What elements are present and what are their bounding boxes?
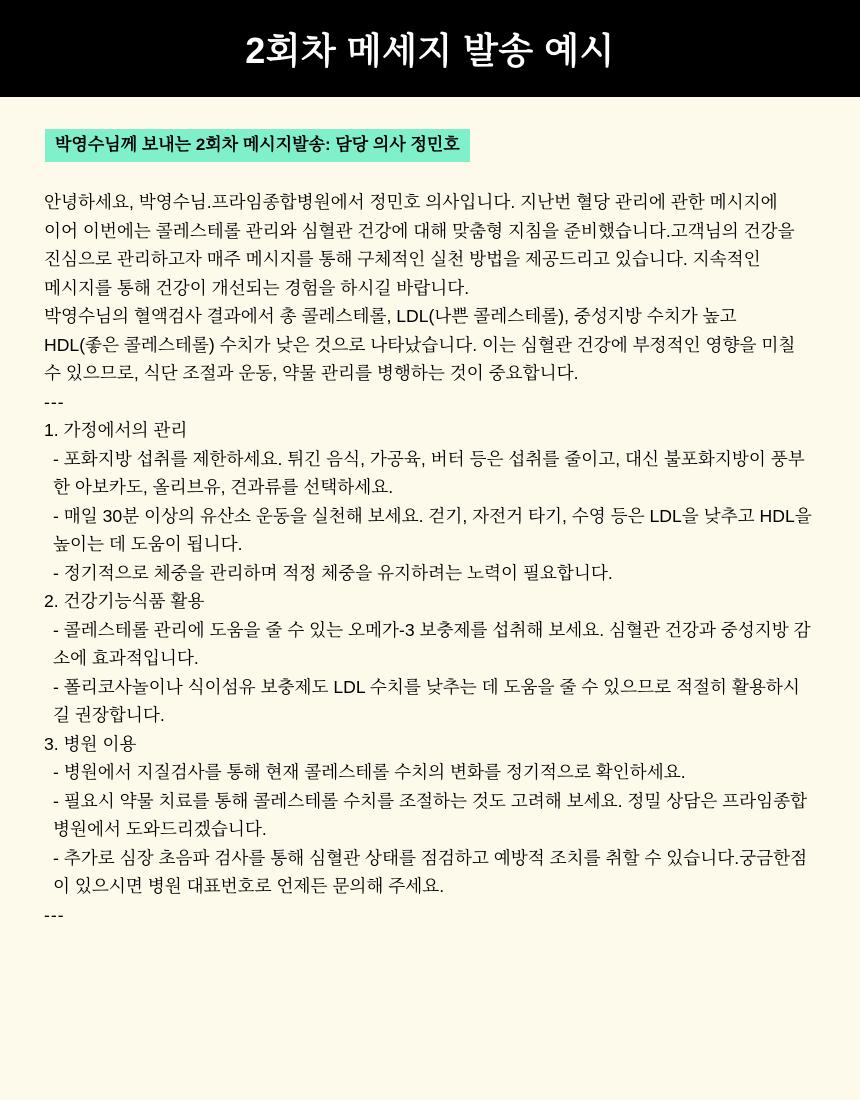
section-2-item-2: - 폴리코사놀이나 식이섬유 보충제도 LDL 수치를 낮추는 데 도움을 줄 수 있으므로 적절히 활용하시길 권장합니다. — [53, 676, 800, 726]
section-2-item-1: - 콜레스테롤 관리에 도움을 줄 수 있는 오메가-3 보충제를 섭취해 보세요. 심혈관 건강과 중성지방 감소에 효과적입니다. — [53, 619, 811, 669]
message-body — [0, 162, 860, 929]
divider-bottom: --- — [44, 904, 65, 925]
header-banner — [0, 0, 860, 97]
section-3-item-1: - 병원에서 지질검사를 통해 현재 콜레스테롤 수치의 변화를 정기적으로 확인하세요. — [53, 762, 686, 783]
section-3-heading: 3. 병원 이용 — [44, 733, 137, 754]
section-1-item-2: - 매일 30분 이상의 유산소 운동을 실천해 보세요. 걷기, 자전거 타기, 수영 등은 LDL을 낮추고 HDL을 높이는 데 도움이 됩니다. — [53, 505, 812, 555]
section-3-item-3: - 추가로 심장 초음파 검사를 통해 심혈관 상태를 점검하고 예방적 조치를 취할 수 있습니다.궁금한점이 있으시면 병원 대표번호로 언제든 문의해 주세요. — [53, 847, 808, 897]
section-2-heading: 2. 건강기능식품 활용 — [44, 591, 205, 612]
divider-top: --- — [44, 391, 65, 412]
intro-paragraph: 안녕하세요, 박영수님.프라임종합병원에서 정민호 의사입니다. 지난번 혈당 관리에 관한 메시지에 이어 이번에는 콜레스테롤 관리와 심혈관 건강에 대해 맞춤형 지침을 준비했습니다.고객님의 건강을 진심으로 관리하고자 매주 메시지를 통해 구체적인 실천 방법을 제공드리고 있습니다. 지속적인 메시지를 통해 건강이 개선되는 경험을 하시길 바랍니다. — [44, 192, 795, 298]
subtitle-container — [0, 97, 860, 162]
section-3-item-2: - 필요시 약물 치료를 통해 콜레스테롤 수치를 조절하는 것도 고려해 보세요. 정밀 상담은 프라임종합병원에서 도와드리겠습니다. — [53, 790, 808, 840]
section-1-heading: 1. 가정에서의 관리 — [44, 420, 188, 441]
page-title: 2회차 메세지 발송 예시 — [245, 30, 615, 71]
message-subtitle: 박영수님께 보내는 2회차 메시지발송: 담당 의사 정민호 — [45, 129, 470, 162]
section-1-item-3: - 정기적으로 체중을 관리하며 적정 체중을 유지하려는 노력이 필요합니다. — [53, 562, 613, 583]
lab-result-paragraph: 박영수님의 혈액검사 결과에서 총 콜레스테롤, LDL(나쁜 콜레스테롤), 중성지방 수치가 높고 HDL(좋은 콜레스테롤) 수치가 낮은 것으로 나타났습니다. 이는 심혈관 건강에 부정적인 영향을 미칠 수 있으므로, 식단 조절과 운동, 약물 관리를 병행하는 것이 중요합니다. — [44, 306, 796, 384]
section-1-item-1: - 포화지방 섭취를 제한하세요. 튀긴 음식, 가공육, 버터 등은 섭취를 줄이고, 대신 불포화지방이 풍부한 아보카도, 올리브유, 견과류를 선택하세요. — [53, 448, 805, 498]
